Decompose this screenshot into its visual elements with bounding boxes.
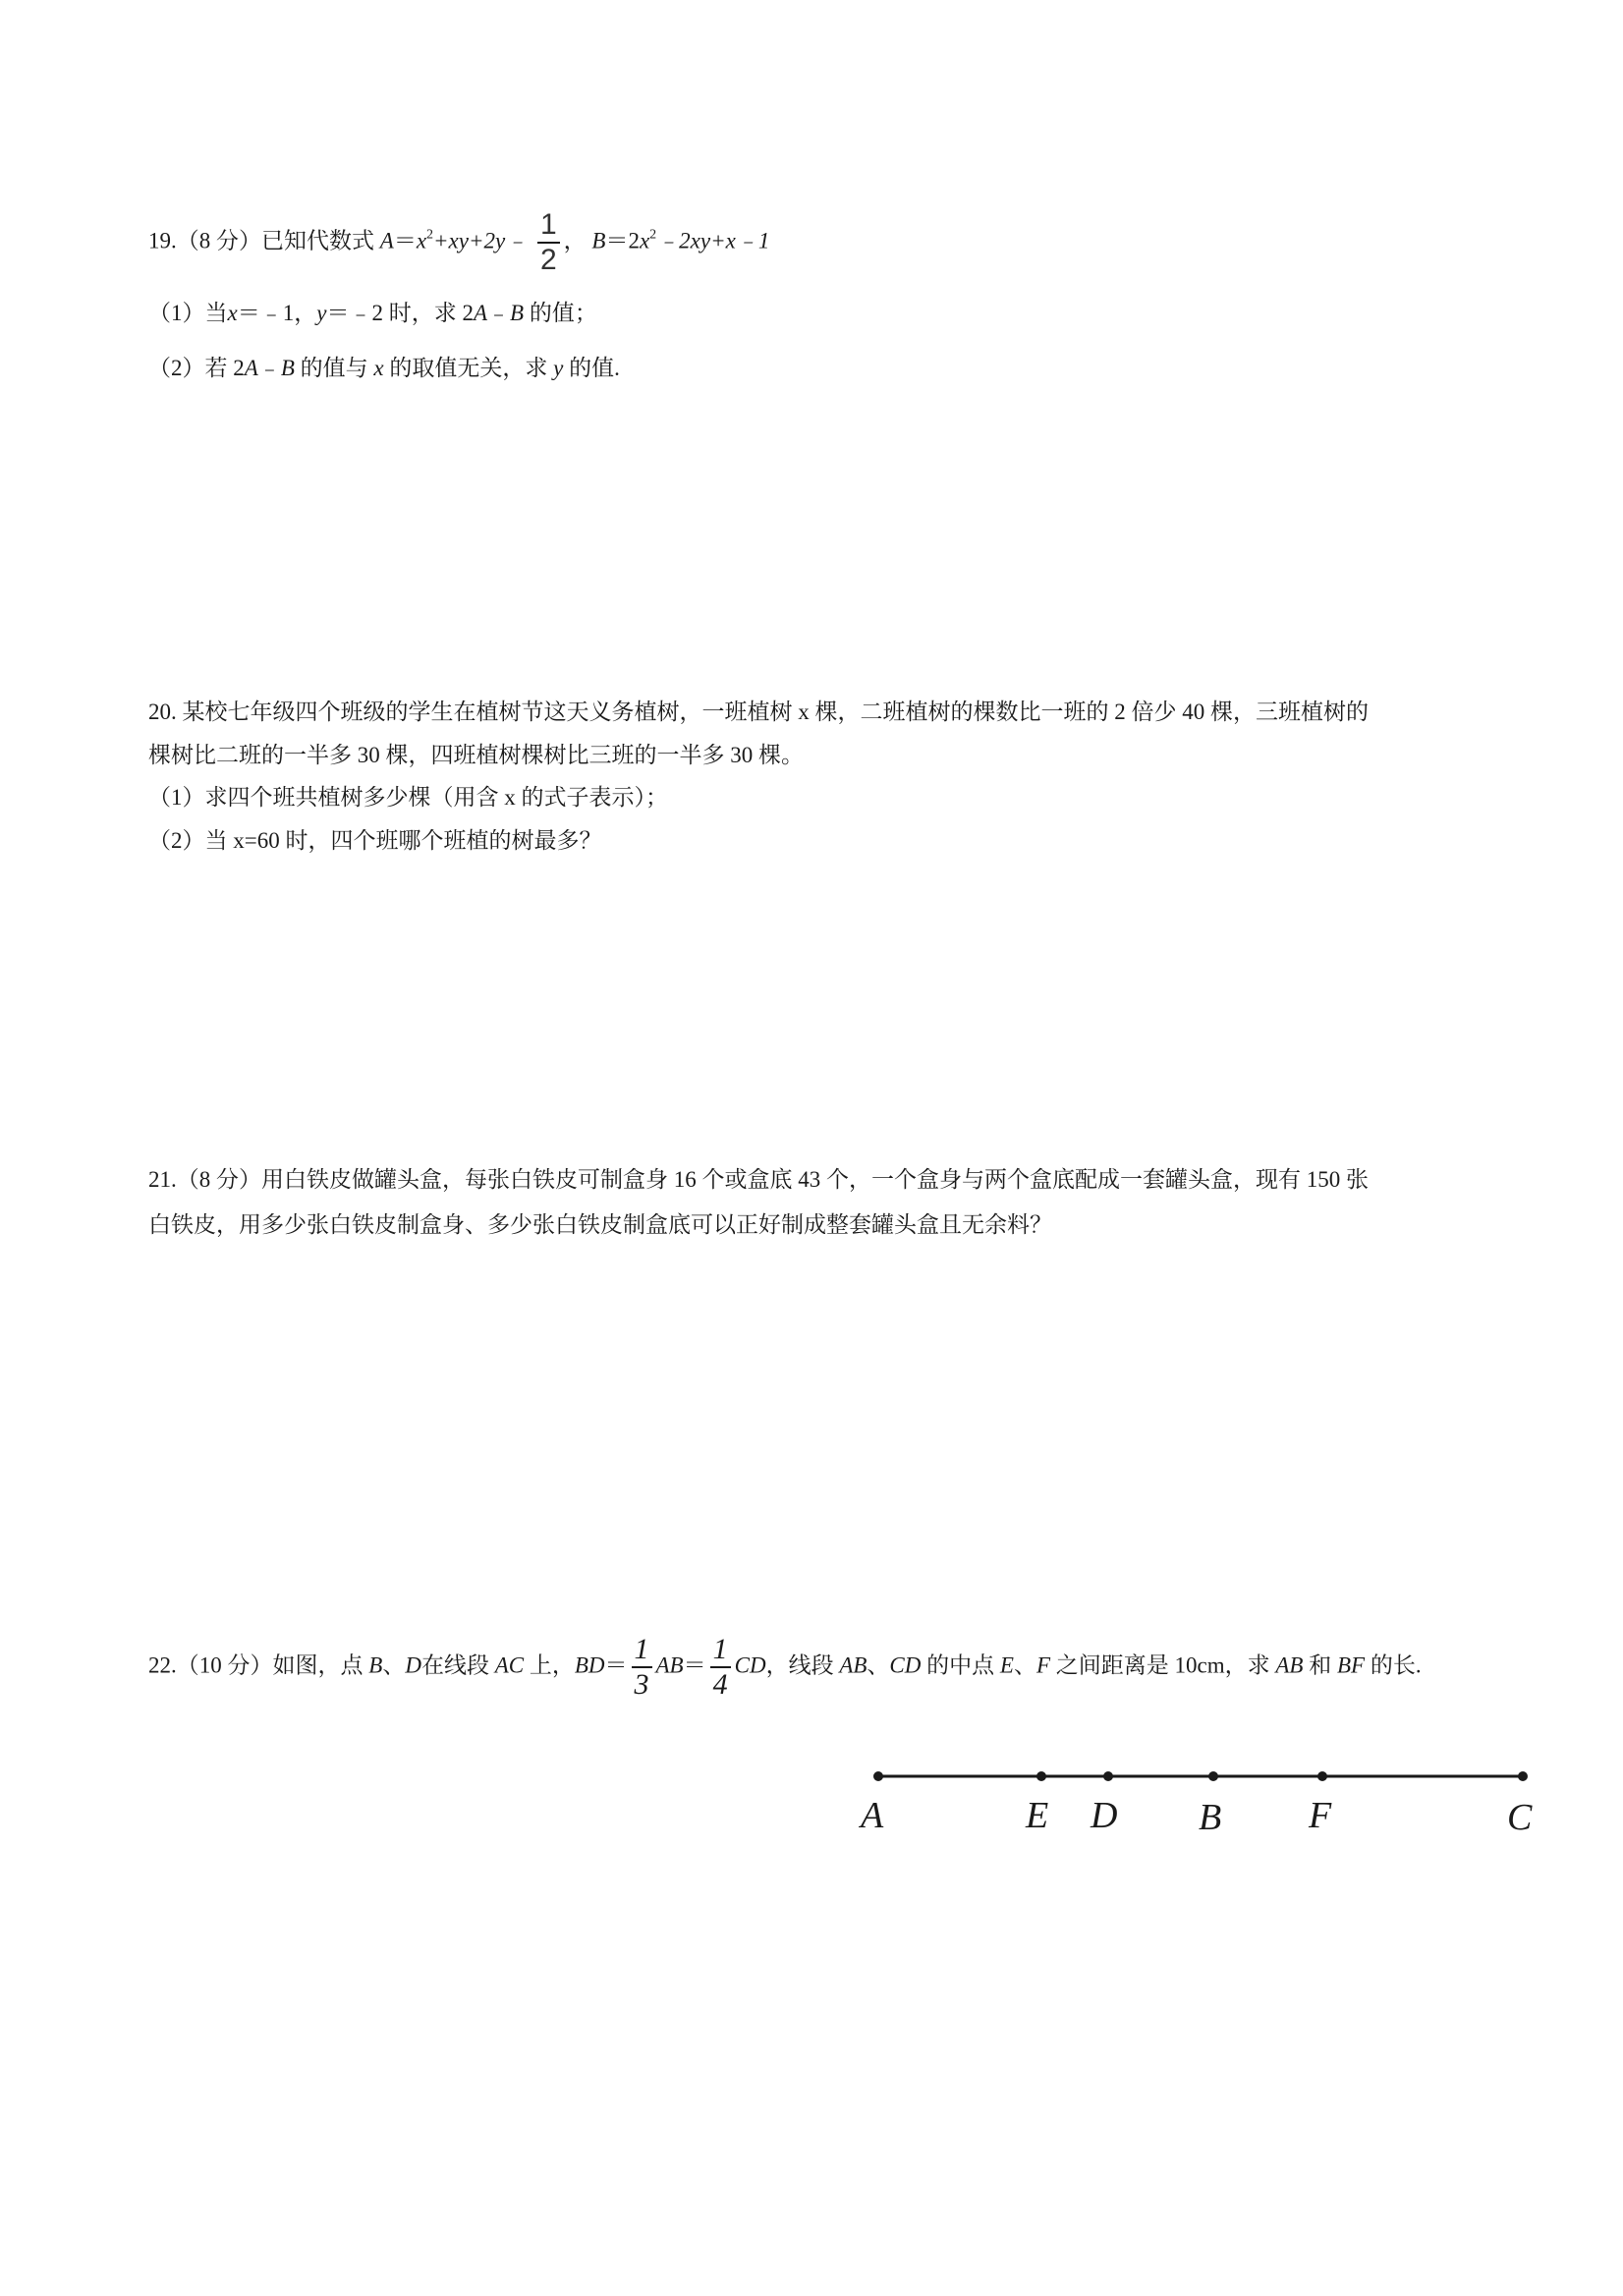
q19-p1-c: ＝﹣2 时，求 2 xyxy=(326,301,474,325)
q22-cd: CD xyxy=(734,1652,766,1678)
q19-a-expr: x xyxy=(416,228,427,253)
point-e-label: E xyxy=(1026,1795,1049,1836)
point-e-dot xyxy=(1036,1771,1046,1781)
q22-mid4: 的中点 xyxy=(921,1652,1000,1678)
q22-suffix: 的长. xyxy=(1365,1652,1422,1678)
point-c-dot xyxy=(1518,1771,1528,1781)
q19-p2-B: B xyxy=(280,356,295,380)
q19-sep: ， xyxy=(563,228,587,253)
q22-f1-den: 3 xyxy=(634,1668,649,1701)
q19-p2-y: y xyxy=(553,356,564,380)
q22-ab3: AB xyxy=(1275,1652,1304,1678)
q19-b-x: x xyxy=(639,228,650,253)
q19-frac-den: 2 xyxy=(539,244,557,276)
q21-line1: 21.（8 分）用白铁皮做罐头盒，每张白铁皮可制盒身 16 个或盒底 43 个，一个盒身与两个盒底配成一套罐头盒，现有 150 张 xyxy=(148,1167,1369,1192)
q22-f2-num: 1 xyxy=(712,1633,728,1665)
point-d-label: D xyxy=(1091,1795,1118,1836)
q22-mid1: 在线段 xyxy=(420,1652,495,1678)
q22-f: F xyxy=(1035,1652,1050,1678)
q19-p1-b: ＝﹣1， xyxy=(237,301,317,325)
point-b-label: B xyxy=(1199,1797,1222,1837)
segment-diagram xyxy=(845,1749,1552,1837)
q19-a-eq: ＝ xyxy=(393,228,417,253)
point-f-label: F xyxy=(1309,1795,1332,1836)
q19-p1-a: （1）当 xyxy=(148,301,228,325)
q22-cd2: CD xyxy=(889,1652,922,1678)
q22-mid5: 之间距离是 10cm，求 xyxy=(1050,1652,1276,1678)
q19-title xyxy=(148,210,769,275)
q22-sep1: 、 xyxy=(382,1652,406,1678)
q19-p2-a: （2）若 2 xyxy=(148,356,245,380)
q19-p2-x: x xyxy=(373,356,384,380)
q19-p1-A: A xyxy=(473,301,487,325)
point-c-label: C xyxy=(1507,1797,1533,1837)
q19-part1 xyxy=(148,299,597,328)
q19-frac-num: 1 xyxy=(539,208,557,241)
q19-a-label: A xyxy=(379,228,394,253)
q22-sep2: 、 xyxy=(867,1652,890,1678)
q19-p2-c: 的值与 xyxy=(294,356,368,380)
q22-sep3: 、 xyxy=(1013,1652,1036,1678)
q20-part2: （2）当 x=60 时，四个班哪个班植的树最多？ xyxy=(148,828,602,853)
q20-line1: 20. 某校七年级四个班级的学生在植树节这天义务植树，一班植树 x 棵，二班植树的棵数比一班的 2 倍少 40 棵，三班植树的 xyxy=(148,700,1369,724)
q22-e: E xyxy=(999,1652,1014,1678)
q19-p2-b: ﹣ xyxy=(257,356,281,380)
q19-b-eq: ＝2 xyxy=(605,228,640,253)
q22-ab2: AB xyxy=(839,1652,867,1678)
q19-a-expr-rest: +xy+2y﹣ xyxy=(433,228,529,253)
q22-seg-ac: AC xyxy=(494,1652,525,1678)
q19-b-label: B xyxy=(591,228,606,253)
q19-p2-d: 的取值无关，求 xyxy=(383,356,548,380)
q19-a-sup: 2 xyxy=(426,227,434,243)
q22-pt-d: D xyxy=(405,1652,421,1678)
q22-eq1: ＝ xyxy=(604,1652,628,1678)
q19-b-expr-rest: ﹣2xy+x﹣1 xyxy=(656,228,770,253)
q21-line2: 白铁皮，用多少张白铁皮制盒身、多少张白铁皮制盒底可以正好制成整套罐头盒且无余料？ xyxy=(148,1212,1052,1237)
point-d-dot xyxy=(1103,1771,1113,1781)
q22-fraction-1-4 xyxy=(710,1635,731,1700)
q19-p2-A: A xyxy=(244,356,258,380)
q19-p2-e: 的值. xyxy=(563,356,620,380)
point-f-dot xyxy=(1317,1771,1327,1781)
q22-bf: BF xyxy=(1336,1652,1366,1678)
q20-line2: 棵树比二班的一半多 30 棵，四班植树棵树比三班的一半多 30 棵。 xyxy=(148,743,804,767)
q19-p1-e: 的值； xyxy=(524,301,597,325)
point-b-dot xyxy=(1208,1771,1218,1781)
q22-pt-b: B xyxy=(368,1652,383,1678)
q22-and: 和 xyxy=(1303,1652,1337,1678)
q22-mid2: 上， xyxy=(524,1652,575,1678)
q22-eq2: ＝ xyxy=(683,1652,706,1678)
q22-f2-den: 4 xyxy=(712,1668,728,1701)
point-a-dot xyxy=(873,1771,883,1781)
point-a-label: A xyxy=(861,1795,884,1836)
q19-part2 xyxy=(148,354,620,383)
q19-p1-B: B xyxy=(510,301,525,325)
q22-fraction-1-3 xyxy=(632,1635,652,1700)
q19-b-sup: 2 xyxy=(649,227,657,243)
q22-title xyxy=(148,1635,1422,1700)
q19-fraction xyxy=(537,210,560,275)
q22-ab: AB xyxy=(655,1652,684,1678)
q19-p1-x: x xyxy=(227,301,238,325)
q22-prefix: 22.（10 分）如图，点 xyxy=(148,1652,369,1678)
q20-part1: （1）求四个班共植树多少棵（用含 x 的式子表示）； xyxy=(148,785,668,810)
q19-p1-y: y xyxy=(316,301,327,325)
q22-bd: BD xyxy=(574,1652,605,1678)
q22-mid3: ，线段 xyxy=(765,1652,840,1678)
q19-number: 19.（8 分）已知代数式 xyxy=(148,228,374,253)
q19-p1-d: ﹣ xyxy=(487,301,510,325)
q22-f1-num: 1 xyxy=(634,1633,649,1665)
